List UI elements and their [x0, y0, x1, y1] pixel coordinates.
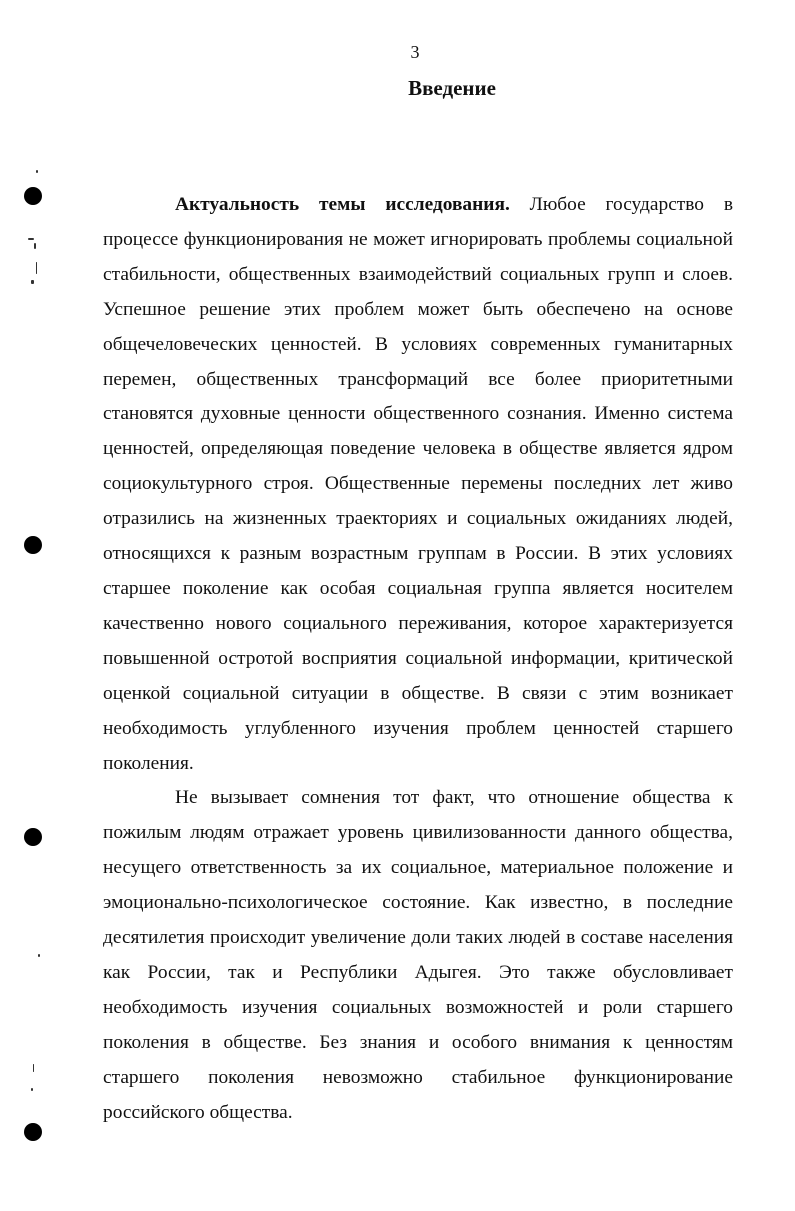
page-title: Введение: [408, 76, 496, 100]
paragraph-text: Не вызывает сомнения тот факт, что отношение общества к пожилым людям отражает уровень цивилизованности данного общества, несущего ответственность за их социальное, материальное положение и эмоционально-психологическое состояние. Как известно, в последние десятилетия происходит увеличение доли таких людей в составе населения как России, так и Республики Адыгея. Это также обусловливает необходимость изучения социальных возможностей и роли старшего поколения в обществе. Без знания и особого внимания к ценностям старшего поколения невозможно стабильное функционирование российского общества.: [103, 787, 733, 1123]
scan-speck: [31, 280, 34, 284]
binder-hole-3: [24, 828, 42, 846]
paragraph-text: Любое государство в процессе функционирования не может игнорировать проблемы социальной стабильности, общественных взаимодействий социальных групп и слоев. Успешное решение этих проблем может быть обеспечено на основе общечеловеческих ценностей. В условиях современных гуманитарных перемен, общественных трансформаций все более приоритетными становятся духовные ценности общественного сознания. Именно система ценностей, определяющая поведение человека в обществе является ядром социокультурного строя. Общественные перемены последних лет живо отразились на жизненных траекториях и социальных ожиданиях людей, относящихся к разным возрастным группам в России. В этих условиях старшее поколение как особая социальная группа является носителем качественно нового социального переживания, которое характеризуется повышенной остротой восприятия социальной информации, критической оценкой социальной ситуации в обществе. В связи с этим возникает необходимость углубленного изучения проблем ценностей старшего поколения.: [103, 194, 734, 774]
scan-speck: [38, 954, 40, 957]
scan-speck: [33, 1064, 34, 1072]
scan-speck: [31, 1088, 33, 1091]
binder-hole-2: [24, 536, 42, 554]
document-body: [103, 188, 733, 1130]
paragraph-elderly: [103, 781, 733, 1130]
paragraph-lead: Актуальность темы исследования.: [175, 194, 510, 215]
paragraph-relevance: [103, 188, 733, 781]
scan-speck: [28, 238, 34, 240]
page-number: 3: [410, 42, 420, 62]
scan-speck: [36, 170, 38, 173]
binder-hole-4: [24, 1123, 42, 1141]
scan-speck: [34, 243, 36, 249]
binder-hole-1: [24, 187, 42, 205]
scan-speck: [36, 262, 37, 274]
